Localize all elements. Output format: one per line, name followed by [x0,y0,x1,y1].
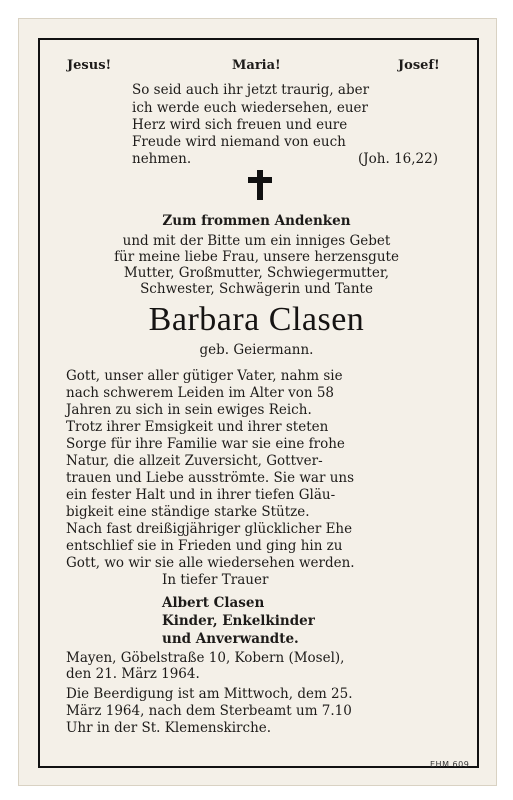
body-line: trauen und Liebe ausströmte. Sie war uns [66,470,355,486]
header-josef: Josef! [398,58,440,73]
header-maria: Maria! [232,58,281,73]
body-line: ein fester Halt und in ihrer tiefen Gläu- [66,487,336,503]
body-line: entschlief sie in Frieden und ging hin zu [66,538,343,554]
body-line: Gott, unser aller gütiger Vater, nahm sie [66,368,343,384]
verse-line: Herz wird sich freuen und eure [132,117,348,133]
body-line: nach schwerem Leiden im Alter von 58 [66,385,334,401]
date-line: den 21. März 1964. [66,666,200,682]
mourner-name: Kinder, Enkelkinder [162,613,315,629]
memorial-heading: Zum frommen Andenken [162,213,351,229]
maiden-name: geb. Geiermann. [199,342,314,358]
memorial-line: für meine liebe Frau, unsere herzensgute [114,249,399,265]
verse-line: So seid auch ihr jetzt traurig, aber [132,82,370,98]
funeral-line: März 1964, nach dem Sterbeamt um 7.10 [66,703,352,719]
body-line: bigkeit eine ständige starke Stütze. [66,504,310,520]
deceased-name: Barbara Clasen [148,301,365,338]
mourner-name: Albert Clasen [162,595,265,611]
mourners-intro: In tiefer Trauer [162,572,269,588]
verse-reference: (Joh. 16,22) [358,151,438,167]
verse-line: Freude wird niemand von euch [132,134,346,150]
funeral-line: Uhr in der St. Klemenskirche. [66,720,272,736]
cross-icon [248,170,272,200]
body-line: Trotz ihrer Emsigkeit und ihrer steten [66,419,329,435]
body-line: Natur, die allzeit Zuversicht, Gottver- [66,453,323,469]
print-mark: EHM 609 [430,760,470,769]
body-line: Nach fast dreißigjähriger glücklicher Ehe [66,521,353,537]
place-line: Mayen, Göbelstraße 10, Kobern (Mosel), [66,650,345,666]
body-line: Sorge für ihre Familie war sie eine frohe [66,436,345,452]
mourner-name: und Anverwandte. [162,631,299,647]
body-line: Gott, wo wir sie alle wiedersehen werden. [66,555,355,571]
header-jesus: Jesus! [67,58,112,73]
verse-line: ich werde euch wiedersehen, euer [132,100,368,116]
memorial-line: und mit der Bitte um ein inniges Gebet [122,233,391,249]
verse-line: nehmen. [132,151,192,167]
funeral-line: Die Beerdigung ist am Mittwoch, dem 25. [66,686,353,702]
memorial-line: Schwester, Schwägerin und Tante [140,281,373,297]
body-line: Jahren zu sich in sein ewiges Reich. [66,402,312,418]
memorial-line: Mutter, Großmutter, Schwiegermutter, [123,265,390,281]
